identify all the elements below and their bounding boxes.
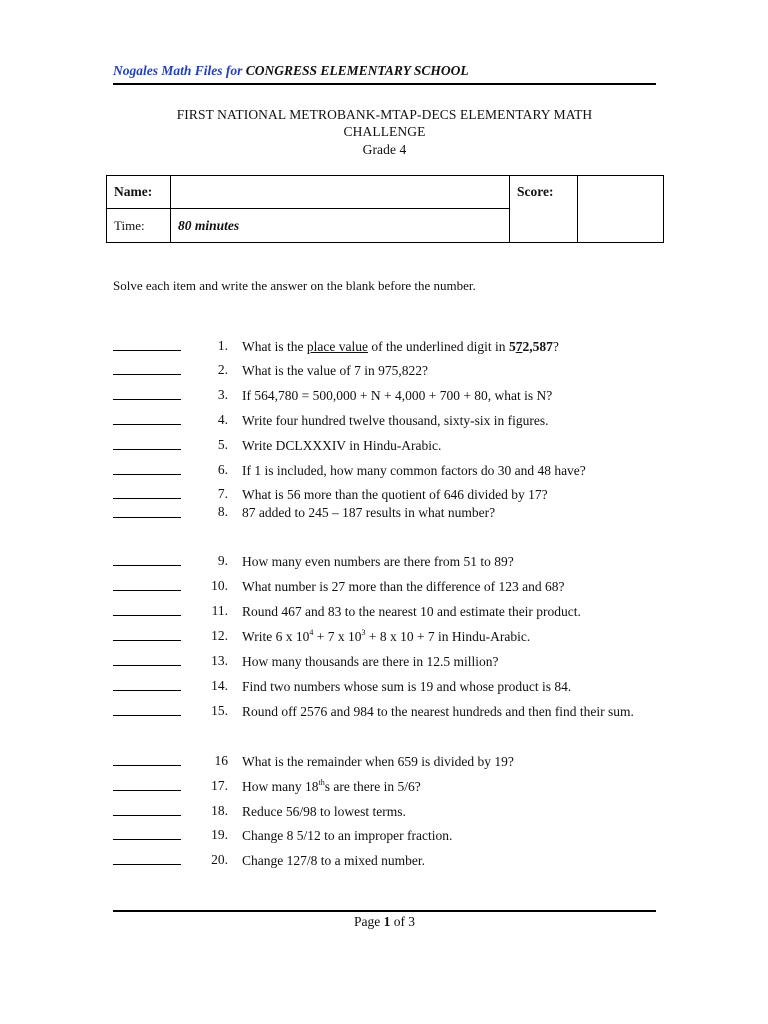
answer-blank[interactable] [113,399,181,400]
time-label: Time: [107,209,171,243]
answer-blank[interactable] [113,640,181,641]
question-item-20 [0,852,768,870]
question-text: Write 6 x $10^4 + 7$ x $10^3 + 8$ x 10 + 7 in Hindu-Arabic. [242,628,531,644]
question-number: 8. [217,504,228,519]
question-number: 4. [217,412,228,427]
question-number: 1. [217,338,228,353]
question-text: What is the place value of the underlined digit in 572,587? [242,339,559,354]
question-text: How many thousands are there in 12.5 million? [242,654,499,669]
header-school: CONGRESS ELEMENTARY SCHOOL [245,63,469,78]
question-item-10 [0,578,768,596]
answer-blank[interactable] [113,565,181,566]
question-item-9 [0,553,768,571]
question-item-16 [0,753,768,771]
question-number: 16 [214,753,228,768]
answer-blank[interactable] [113,590,181,591]
question-text: Round 467 and 83 to the nearest 10 and estimate their product. [242,604,581,619]
question-text: If 564,780 = 500,000 + N + 4,000 + 700 + 80, what is N? [242,388,553,403]
question-text: Round off 2576 and 984 to the nearest hundreds and then find their sum. [242,704,634,719]
question-number: 13. [211,653,228,668]
answer-blank[interactable] [113,715,181,716]
question-number: 9. [217,553,228,568]
question-text: Write four hundred twelve thousand, sixty-six in figures. [242,413,549,428]
name-field[interactable] [171,176,510,209]
answer-blank[interactable] [113,765,181,766]
title-line-2: CHALLENGE [343,124,426,139]
score-label: Score: [510,176,578,243]
question-item-19 [0,827,768,845]
question-item-15 [0,703,768,721]
question-item-3 [0,387,768,405]
question-number: 20. [211,852,228,867]
question-item-11 [0,603,768,621]
question-number: 12. [211,628,228,643]
question-number: 18. [211,803,228,818]
question-text: Change 8 5/12 to an improper fraction. [242,828,453,843]
question-text: Write DCLXXXIV in Hindu-Arabic. [242,438,442,453]
answer-blank[interactable] [113,449,181,450]
time-value: 80 minutes [171,209,510,243]
question-number: 14. [211,678,228,693]
footer-divider [113,910,656,912]
answer-blank[interactable] [113,790,181,791]
answer-blank[interactable] [113,517,181,518]
question-number: 2. [217,362,228,377]
question-item-6 [0,462,768,480]
question-number: 10. [211,578,228,593]
info-box [106,175,664,243]
answer-blank[interactable] [113,374,181,375]
question-text: Reduce 56/98 to lowest terms. [242,804,406,819]
question-text: How many 18ths are there in 5/6? [242,778,421,794]
answer-blank[interactable] [113,839,181,840]
answer-blank[interactable] [113,424,181,425]
question-item-4 [0,412,768,430]
question-item-12 [0,628,768,646]
answer-blank[interactable] [113,815,181,816]
question-item-14 [0,678,768,696]
question-number: 17. [211,778,228,793]
question-item-18 [0,803,768,821]
answer-blank[interactable] [113,665,181,666]
answer-blank[interactable] [113,690,181,691]
question-text: 87 added to 245 – 187 results in what number? [242,505,496,520]
page-footer [113,914,656,930]
answer-blank[interactable] [113,498,181,499]
grade-label: Grade 4 [362,142,407,157]
title-line-1: FIRST NATIONAL METROBANK-MTAP-DECS ELEMENTARY MATH [176,107,593,122]
answer-blank[interactable] [113,350,181,351]
question-text: What is the remainder when 659 is divided by 19? [242,754,514,769]
question-text: How many even numbers are there from 51 to 89? [242,554,514,569]
question-item-8 [0,504,768,522]
document-header [113,63,656,85]
answer-blank[interactable] [113,864,181,865]
question-text: Change 127/8 to a mixed number. [242,853,425,868]
question-item-1 [0,338,768,356]
question-number: 3. [217,387,228,402]
instruction-text: Solve each item and write the answer on the blank before the number. [113,278,476,293]
question-number: 19. [211,827,228,842]
question-number: 15. [211,703,228,718]
page-number: 1 [383,914,391,929]
question-text: What is 56 more than the quotient of 646 divided by 17? [242,487,548,502]
name-label: Name: [107,176,171,209]
question-item-2 [0,362,768,380]
question-item-5 [0,437,768,455]
question-text: What is the value of 7 in 975,822? [242,363,428,378]
page-label: Page [353,914,381,929]
question-text: Find two numbers whose sum is 19 and whose product is 84. [242,679,572,694]
answer-blank[interactable] [113,615,181,616]
score-field[interactable] [578,176,664,243]
question-item-17 [0,778,768,796]
question-number: 7. [217,486,228,501]
question-text: What number is 27 more than the difference of 123 and 68? [242,579,565,594]
answer-blank[interactable] [113,474,181,475]
page-total: of 3 [393,914,416,929]
question-number: 11. [211,603,228,618]
question-item-13 [0,653,768,671]
header-prefix: Nogales Math Files for [113,63,243,78]
question-number: 5. [217,437,228,452]
question-number: 6. [217,462,228,477]
question-text: If 1 is included, how many common factors do 30 and 48 have? [242,463,586,478]
